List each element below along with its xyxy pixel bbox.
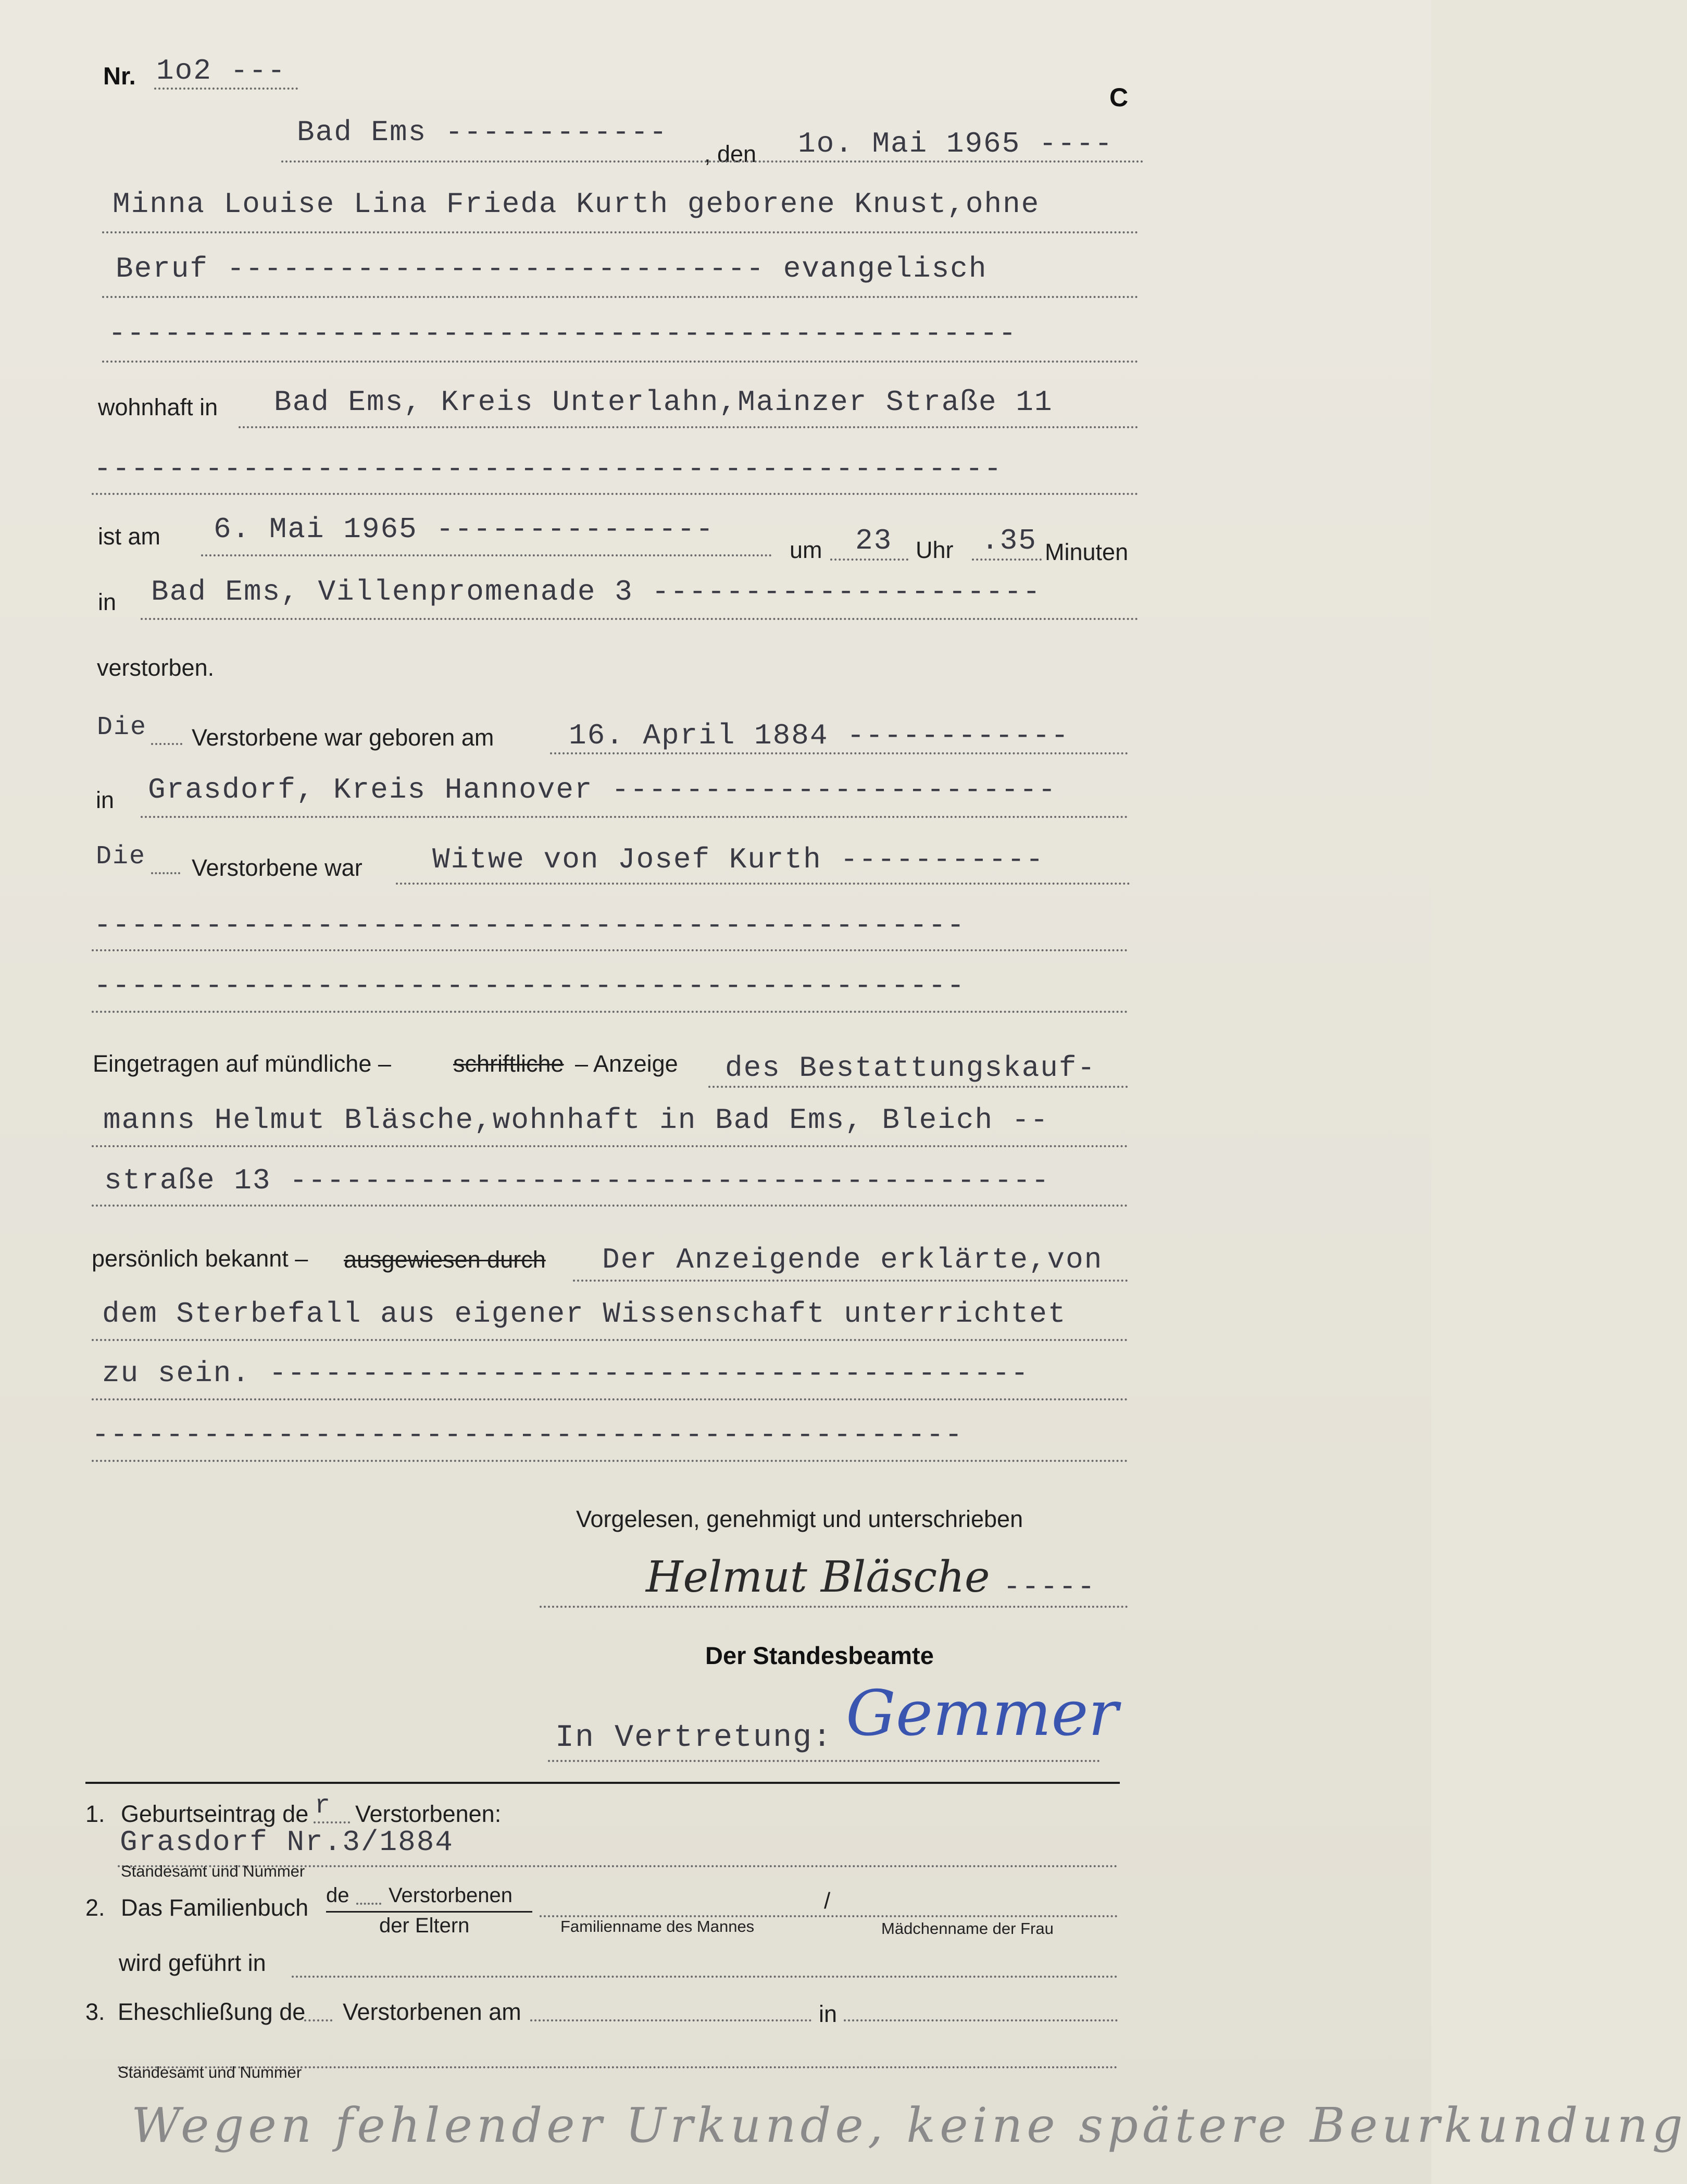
report-label-end: – Anzeige	[575, 1050, 678, 1077]
nr-label: Nr.	[103, 62, 136, 90]
item1-number: 1.	[85, 1801, 105, 1827]
item3-number: 3.	[85, 1999, 105, 2025]
item3-label: Eheschließung de	[118, 1999, 306, 2025]
item2-kept-dotline	[292, 1976, 1118, 1978]
identity-label-start: persönlich bekannt –	[92, 1245, 308, 1272]
identity-line-3: zu sein. -----------------------------------------	[102, 1357, 1030, 1390]
residence-dotline	[239, 426, 1139, 428]
item1-label-end: Verstorbenen:	[355, 1801, 502, 1827]
death-minutes: .35	[981, 524, 1037, 557]
header-dotline	[281, 160, 1144, 163]
death-date-dotline	[201, 554, 772, 556]
item2-caption-husband: Familienname des Mannes	[560, 1917, 755, 1935]
reporter-line-1-dotline	[708, 1086, 1128, 1088]
birth-place: Grasdorf, Kreis Hannover ------------------------	[148, 773, 1057, 806]
marital-label: Verstorbene war	[192, 854, 363, 881]
reporter-line-3: straße 13 -----------------------------------------	[104, 1164, 1050, 1197]
reporter-line-2: manns Helmut Bläsche,wohnhaft in Bad Ems, Bleich --	[103, 1103, 1049, 1137]
death-date-label: ist am	[98, 523, 161, 550]
um-label: um	[790, 537, 822, 563]
registry-date: 1o. Mai 1965 ----	[798, 127, 1114, 160]
marital-dotline	[396, 883, 1130, 885]
death-place-label: in	[98, 589, 117, 615]
deceased-occupation: Beruf ----------------------------- evangelisch	[116, 252, 988, 286]
item2-eltern: der Eltern	[379, 1914, 470, 1937]
death-hour: 23	[855, 524, 893, 557]
deceased-filler: -------------------------------------------------	[108, 317, 1017, 350]
pencil-annotation: Wegen fehlender Urkunde, keine spätere Beurkundung	[131, 2098, 1687, 2153]
identity-filler: -----------------------------------------------	[92, 1418, 964, 1451]
item1-caption: Standesamt und Nummer	[121, 1862, 305, 1880]
in-vertretung-label: In Vertretung:	[555, 1720, 833, 1756]
registry-place: Bad Ems ------------	[297, 116, 668, 149]
item3-place-dotline	[844, 2019, 1118, 2021]
death-place: Bad Ems, Villenpromenade 3 ---------------------	[151, 575, 1042, 609]
birth-die-dotline	[151, 743, 182, 745]
death-date: 6. Mai 1965 ---------------	[214, 513, 715, 546]
identity-line-1-dotline	[573, 1280, 1128, 1282]
marital-filler-2-dotline	[92, 1011, 1128, 1013]
uhr-label: Uhr	[916, 537, 954, 563]
birth-place-label: in	[96, 787, 115, 813]
occupation-dotline	[102, 296, 1139, 298]
birth-label: Verstorbene war geboren am	[192, 724, 494, 751]
item2-de: de	[326, 1884, 349, 1907]
death-place-dotline	[141, 618, 1139, 620]
deputy-signature: Gemmer	[846, 1678, 1118, 1750]
item3-caption: Standesamt und Nummer	[118, 2063, 302, 2081]
identity-line-2: dem Sterbefall aus eigener Wissenschaft unterrichtet	[102, 1297, 1067, 1331]
item2-name-dotline	[540, 1915, 1118, 1917]
birth-place-dotline	[141, 816, 1128, 818]
item2-label: Das Familienbuch	[121, 1894, 309, 1921]
identity-filler-dotline	[92, 1460, 1128, 1462]
residence-label: wohnhaft in	[98, 394, 218, 420]
registrar-title: Der Standesbeamte	[705, 1642, 934, 1669]
marital-die-dotline	[151, 872, 180, 874]
identity-line-1: Der Anzeigende erklärte,von	[602, 1243, 1103, 1276]
death-hour-dotline	[830, 559, 908, 561]
residence-filler: -------------------------------------------------	[94, 452, 1003, 486]
item3-in-label: in	[819, 2001, 838, 2027]
reporter-line-2-dotline	[92, 1145, 1128, 1147]
registrar-signature-dashes: -----	[1003, 1570, 1096, 1604]
birth-date: 16. April 1884 ------------	[569, 719, 1070, 752]
deceased-filler-dotline	[102, 361, 1139, 363]
report-label-struck: schriftliche	[453, 1050, 564, 1077]
item3-label-end: Verstorbenen am	[343, 1999, 521, 2025]
identity-label-struck: ausgewiesen durch	[344, 1246, 546, 1273]
marital-filler-2: -----------------------------------------------	[94, 969, 966, 1002]
item1-label: Geburtseintrag de	[121, 1801, 309, 1827]
item2-number: 2.	[85, 1894, 105, 1921]
item1-typed-suffix: r	[315, 1791, 332, 1821]
verstorben-label: verstorben.	[97, 654, 215, 681]
entry-number-dotline	[154, 88, 298, 90]
marital-filler-1-dotline	[92, 949, 1128, 951]
entry-number: 1o2 ---	[156, 54, 286, 88]
item2-fraction-rule	[326, 1911, 532, 1913]
corner-letter: C	[1109, 83, 1129, 112]
residence-filler-dotline	[92, 493, 1139, 495]
item3-date-dotline	[530, 2019, 811, 2021]
reporter-line-3-dotline	[92, 1205, 1128, 1207]
identity-line-3-dotline	[92, 1398, 1128, 1400]
name-dotline	[102, 231, 1139, 233]
deceased-name: Minna Louise Lina Frieda Kurth geborene Knust,ohne	[113, 188, 1040, 221]
birth-entry-value: Grasdorf Nr.3/1884	[120, 1826, 454, 1859]
report-label-start: Eingetragen auf mündliche –	[93, 1050, 391, 1077]
signature-dotline	[540, 1606, 1128, 1608]
reporter-line-1: des Bestattungskauf-	[725, 1051, 1096, 1085]
item2-caption-wife: Mädchenname der Frau	[881, 1919, 1054, 1938]
item2-kept-label: wird geführt in	[119, 1950, 266, 1976]
minuten-label: Minuten	[1045, 539, 1129, 565]
item3-de-dotline	[304, 2019, 332, 2021]
item2-verstorbenen: Verstorbenen	[389, 1884, 513, 1907]
registrar-signature: Helmut Bläsche	[646, 1553, 990, 1602]
death-minutes-dotline	[972, 559, 1042, 561]
marital-die-prefix: Die	[96, 842, 146, 872]
item2-de-dotline	[356, 1903, 381, 1905]
birth-date-dotline	[550, 752, 1128, 754]
residence-value: Bad Ems, Kreis Unterlahn,Mainzer Straße 11	[274, 386, 1053, 419]
birth-die-prefix: Die	[97, 713, 147, 742]
identity-line-2-dotline	[92, 1339, 1128, 1341]
footer-separator	[85, 1782, 1120, 1784]
item1-suffix-dotline	[314, 1821, 350, 1823]
item2-slash: /	[824, 1888, 831, 1914]
read-approved-label: Vorgelesen, genehmigt und unterschrieben	[576, 1506, 1023, 1532]
marital-status: Witwe von Josef Kurth -----------	[432, 843, 1044, 876]
vertretung-dotline	[548, 1760, 1100, 1762]
den-label: , den	[704, 141, 757, 167]
marital-filler-1: -----------------------------------------------	[94, 909, 966, 942]
